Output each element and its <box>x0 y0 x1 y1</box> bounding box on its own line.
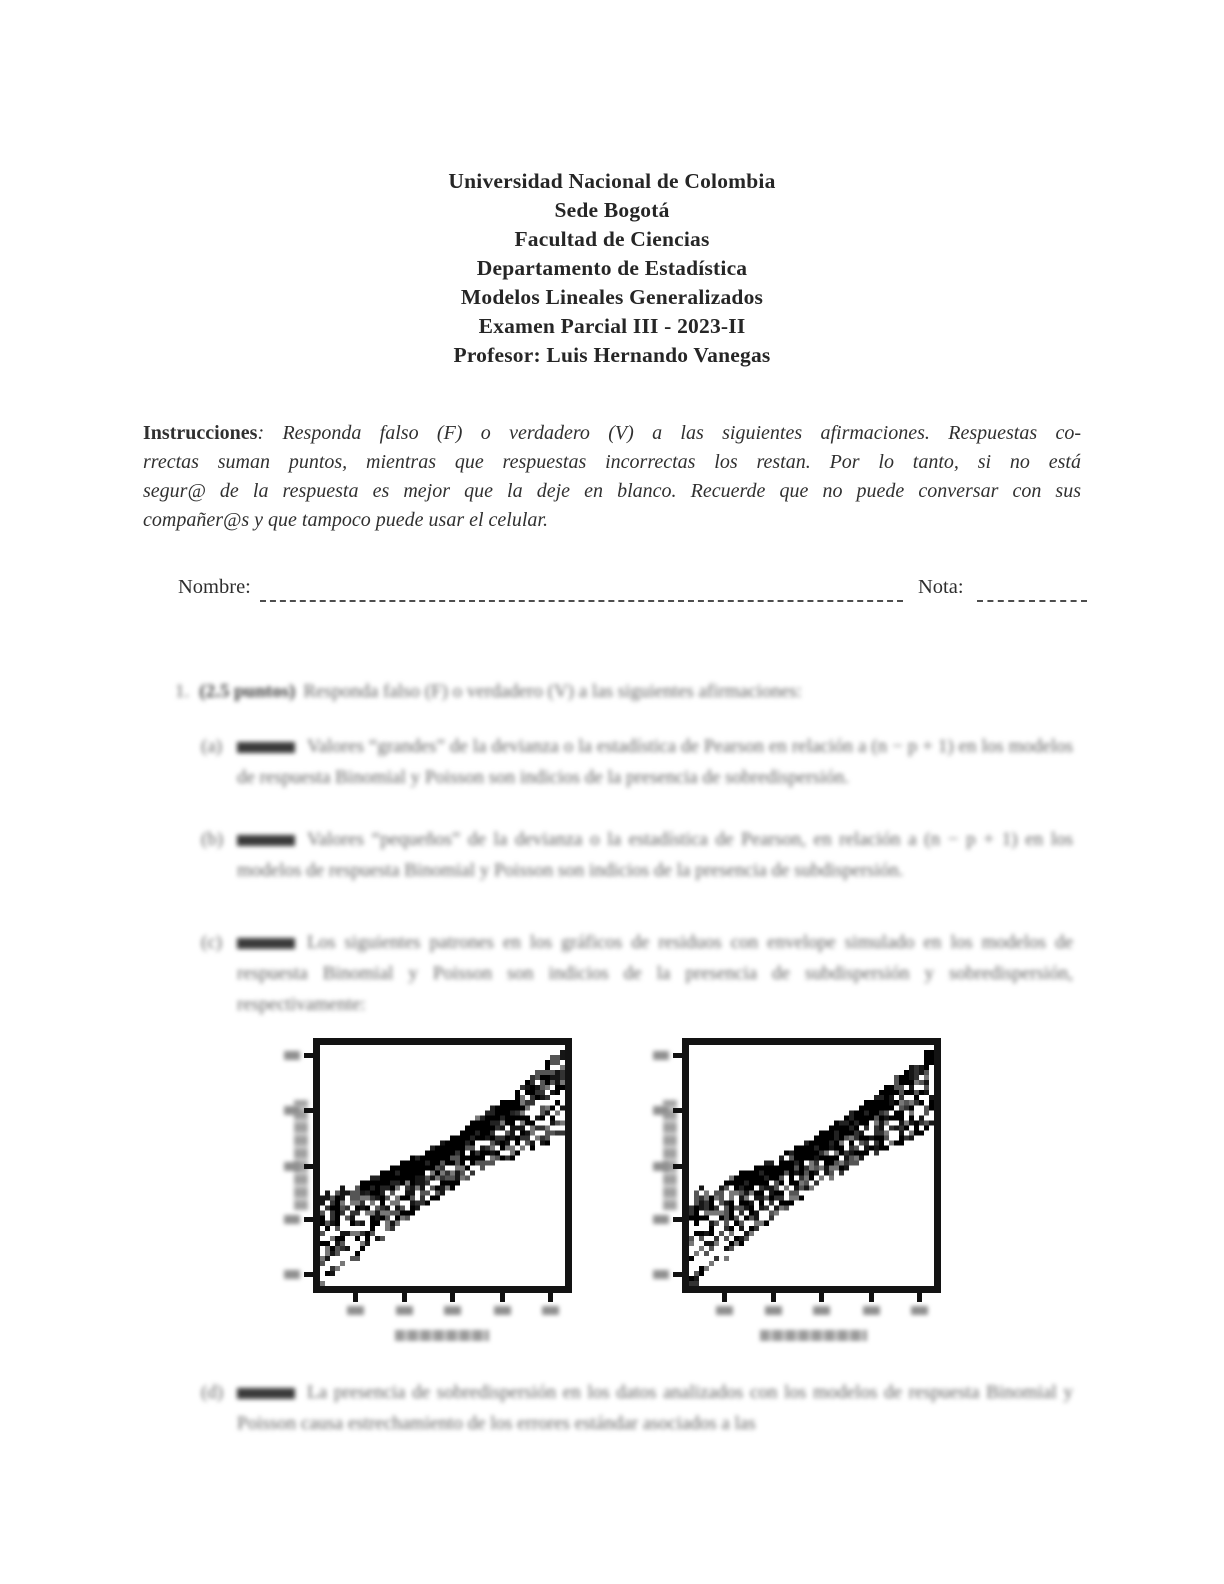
x-tick-label-blurred-5 <box>911 1306 928 1315</box>
y-axis-tick-5 <box>673 1272 682 1277</box>
header-campus: Sede Bogotá <box>554 198 670 222</box>
instructions-paragraph <box>143 419 1081 535</box>
item-a-answer-blank <box>237 742 295 753</box>
y-axis-tick-1 <box>304 1053 313 1058</box>
item-a-text: Valores “grandes” de la devianza o la estadística de Pearson en relación a (n − p + 1) en los modelos de respuesta Binomial y Poisson son indicios de la presencia de sobredispersión. <box>237 736 1073 788</box>
item-c-label: (c) <box>201 932 223 953</box>
x-axis-tick-3 <box>450 1293 455 1302</box>
header-exam-title: Examen Parcial III - 2023-II <box>478 314 746 338</box>
x-tick-label-blurred-2 <box>765 1306 782 1315</box>
y-tick-label-blurred-5 <box>653 1270 669 1279</box>
y-axis-tick-4 <box>673 1217 682 1222</box>
item-c-text: Los siguientes patrones en los gráficos de residuos con envelope simulado en los modelos de respuesta Binomial y Poisson son indicios de la presencia de subdispersión y sobredispersión, respectivamente: <box>237 932 1073 1015</box>
y-tick-label-blurred-2 <box>653 1106 669 1115</box>
item-d-answer-blank <box>237 1388 295 1399</box>
question-item-d <box>201 1377 1073 1439</box>
question-item-c <box>201 927 1073 1020</box>
left-plot-scatter-canvas <box>320 1045 565 1286</box>
y-axis-tick-1 <box>673 1053 682 1058</box>
grade-blank-line <box>977 576 1087 602</box>
question-item-b <box>201 824 1073 886</box>
x-axis-tick-1 <box>722 1293 727 1302</box>
y-tick-label-blurred-4 <box>653 1215 669 1224</box>
instructions-line-2: rrectas suman puntos, mientras que respuestas incorrectas los restan. Por lo tanto, si no está <box>143 451 1081 473</box>
instructions-line-1: Instrucciones: Responda falso (F) o verdadero (V) a las siguientes afirmaciones. Respuestas co- <box>143 422 1081 444</box>
residual-plot-right <box>627 1025 972 1365</box>
y-tick-label-blurred-5 <box>284 1270 300 1279</box>
x-tick-label-blurred-1 <box>347 1306 364 1315</box>
y-axis-tick-4 <box>304 1217 313 1222</box>
x-axis-tick-5 <box>548 1293 553 1302</box>
right-plot-x-axis-label-blurred <box>760 1330 867 1341</box>
question-number: 1. <box>175 681 190 702</box>
x-axis-tick-5 <box>917 1293 922 1302</box>
item-c-answer-blank <box>237 938 295 949</box>
instructions-label: Instrucciones <box>143 422 258 444</box>
x-axis-tick-1 <box>353 1293 358 1302</box>
document-header <box>0 167 1224 370</box>
right-plot-scatter-canvas <box>689 1045 934 1286</box>
item-d-text: La presencia de sobredispersión en los datos analizados con los modelos de respuesta Binomial y Poisson causa estrechamiento de los errores estándar asociados a las <box>237 1382 1073 1434</box>
item-b-answer-blank <box>237 835 295 846</box>
y-axis-tick-3 <box>304 1164 313 1169</box>
header-university: Universidad Nacional de Colombia <box>448 169 776 193</box>
item-a-label: (a) <box>201 736 223 757</box>
y-axis-tick-2 <box>673 1108 682 1113</box>
name-label: Nombre: <box>178 576 251 598</box>
y-tick-label-blurred-4 <box>284 1215 300 1224</box>
header-professor: Profesor: Luis Hernando Vanegas <box>453 343 771 367</box>
question-stem-text: Responda falso (F) o verdadero (V) a las siguientes afirmaciones: <box>303 681 802 702</box>
x-tick-label-blurred-5 <box>542 1306 559 1315</box>
y-tick-label-blurred-3 <box>284 1162 300 1171</box>
y-axis-tick-3 <box>673 1164 682 1169</box>
x-tick-label-blurred-1 <box>716 1306 733 1315</box>
question-points: (2.5 puntos) <box>199 681 296 702</box>
y-tick-label-blurred-1 <box>284 1051 300 1060</box>
item-b-text: Valores “pequeños” de la devianza o la estadística de Pearson, en relación a (n − p + 1) en los modelos de respuesta Binomial y Poisson son indicios de la presencia de subdispersión. <box>237 829 1073 881</box>
y-tick-label-blurred-3 <box>653 1162 669 1171</box>
name-grade-row <box>0 576 1224 606</box>
x-tick-label-blurred-4 <box>494 1306 511 1315</box>
header-faculty: Facultad de Ciencias <box>514 227 710 251</box>
x-axis-tick-2 <box>771 1293 776 1302</box>
question-item-a <box>201 731 1073 793</box>
y-axis-tick-2 <box>304 1108 313 1113</box>
x-axis-tick-4 <box>500 1293 505 1302</box>
instructions-line-3: segur@ de la respuesta es mejor que la deje en blanco. Recuerde que no puede conversar con sus <box>143 480 1081 502</box>
x-tick-label-blurred-4 <box>863 1306 880 1315</box>
residual-plot-left <box>258 1025 603 1365</box>
x-axis-tick-3 <box>819 1293 824 1302</box>
x-tick-label-blurred-2 <box>396 1306 413 1315</box>
left-plot-x-axis-label-blurred <box>395 1330 489 1341</box>
x-axis-tick-2 <box>402 1293 407 1302</box>
instructions-line-4: compañer@s y que tampoco puede usar el celular. <box>143 509 548 531</box>
item-b-label: (b) <box>201 829 224 850</box>
header-department: Departamento de Estadística <box>476 256 748 280</box>
x-tick-label-blurred-3 <box>813 1306 830 1315</box>
grade-label: Nota: <box>918 576 964 598</box>
name-blank-line <box>260 576 903 602</box>
x-tick-label-blurred-3 <box>444 1306 461 1315</box>
header-course: Modelos Lineales Generalizados <box>460 285 764 309</box>
right-plot-frame <box>682 1038 941 1293</box>
y-tick-label-blurred-2 <box>284 1106 300 1115</box>
item-d-label: (d) <box>201 1382 224 1403</box>
right-plot-y-axis-label-blurred <box>663 1100 677 1210</box>
left-plot-frame <box>313 1038 572 1293</box>
y-tick-label-blurred-1 <box>653 1051 669 1060</box>
question-1-stem <box>175 677 1035 707</box>
x-axis-tick-4 <box>869 1293 874 1302</box>
left-plot-y-axis-label-blurred <box>294 1100 308 1210</box>
y-axis-tick-5 <box>304 1272 313 1277</box>
